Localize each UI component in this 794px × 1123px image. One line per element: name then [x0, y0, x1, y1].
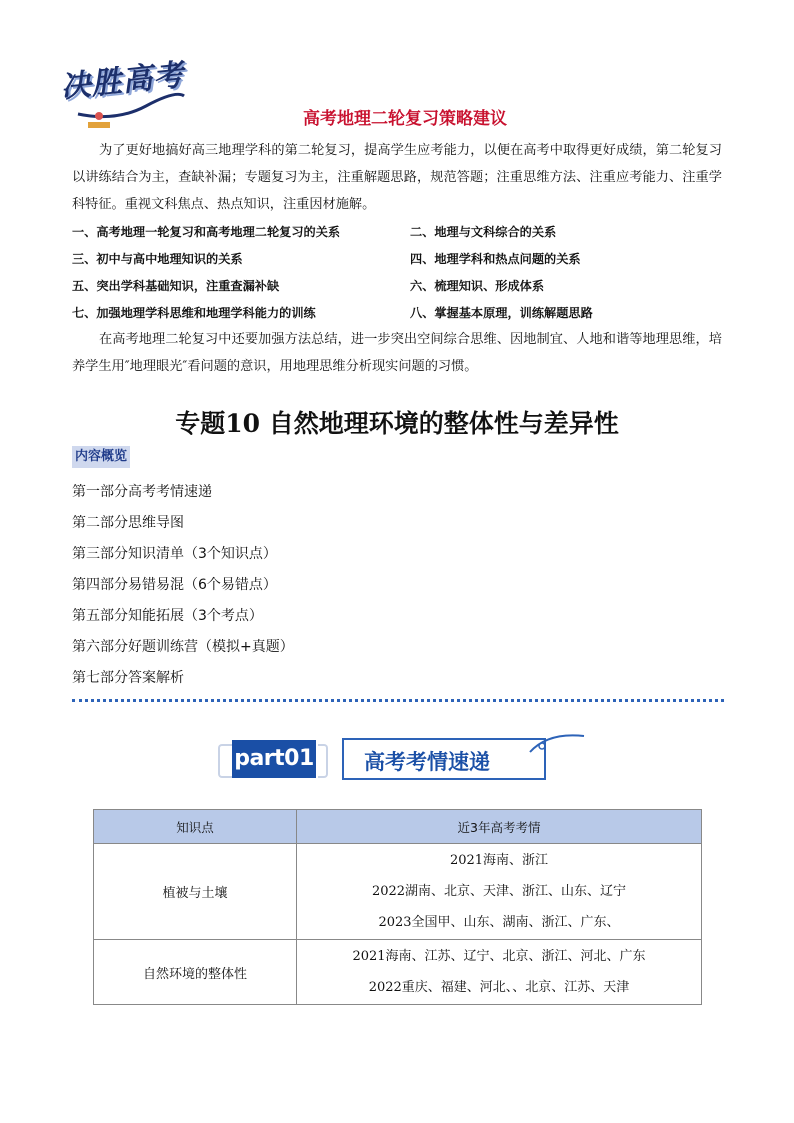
exam-line: 2021海南、浙江 [449, 853, 549, 868]
toc-item[interactable]: 第二部分思维导图 [72, 515, 184, 531]
exam-line: 2022重庆、福建、河北、、北京、江苏、天津 [368, 980, 630, 995]
bracket-right [318, 744, 328, 778]
table-header: 近3年高考考情 [297, 810, 702, 844]
logo-text: 决胜高考 [58, 57, 186, 106]
strategy-item: 六、梳理知识、形成体系 [410, 279, 545, 293]
table-cell-topic: 自然环境的整体性 [94, 940, 297, 1005]
outro-paragraph: 在高考地理二轮复习中还要加强方法总结，进一步突出空间综合思维、因地制宜、人地和谐等地理思维，培养学生用″地理眼光″看问题的意识，用地理思维分析现实问题的习惯。 [72, 332, 722, 374]
table-header-row [94, 810, 702, 844]
overview-label: 内容概览 [72, 446, 130, 468]
table-row [94, 844, 702, 940]
toc-item[interactable]: 第六部分好题训练营（模拟+真题） [72, 639, 294, 655]
dotted-divider [72, 699, 724, 702]
tag-curve-icon [528, 728, 588, 788]
toc-item[interactable]: 第五部分知能拓展（3个考点） [72, 608, 263, 624]
strategy-item: 二、地理与文科综合的关系 [410, 225, 557, 239]
part-label: part01 [232, 740, 316, 778]
strategy-item: 五、突出学科基础知识，注重查漏补缺 [72, 279, 280, 293]
strategy-item: 七、加强地理学科思维和地理学科能力的训练 [72, 306, 316, 320]
table-cell-exams [297, 844, 702, 940]
section-title: 高考考情速递 [364, 750, 490, 774]
table-header: 知识点 [94, 810, 297, 844]
strategy-item: 八、掌握基本原理，训练解题思路 [410, 306, 593, 320]
exam-line: 2021海南、江苏、辽宁、北京、浙江、河北、广东 [352, 949, 646, 964]
strategy-item: 三、初中与高中地理知识的关系 [72, 252, 243, 266]
bracket-left [218, 744, 232, 778]
table-cell-topic: 植被与土壤 [94, 844, 297, 940]
topic-title: 专题10 自然地理环境的整体性与差异性 [175, 409, 619, 438]
intro-paragraph: 为了更好地搞好高三地理学科的第二轮复习，提高学生应考能力，以便在高考中取得更好成绩，第二轮复习以讲练结合为主，查缺补漏；专题复习为主，注重解题思路，规范答题；注重思维方法、注重应考能力、注重学科特征。重视文科焦点、热点知识，注重因材施解。 [72, 143, 722, 212]
page-title: 高考地理二轮复习策略建议 [303, 109, 507, 129]
section-banner [218, 728, 588, 788]
strategy-item: 四、地理学科和热点问题的关系 [410, 252, 581, 266]
toc-item[interactable]: 第三部分知识清单（3个知识点） [72, 546, 277, 562]
toc-item[interactable]: 第四部分易错易混（6个易错点） [72, 577, 277, 593]
strategy-item: 一、高考地理一轮复习和高考地理二轮复习的关系 [72, 225, 341, 239]
toc-item[interactable]: 第七部分答案解析 [72, 670, 184, 686]
exam-line: 2022湖南、北京、天津、浙江、山东、辽宁 [371, 884, 627, 899]
toc-item[interactable]: 第一部分高考考情速递 [72, 484, 212, 500]
exam-table [93, 809, 702, 1005]
table-cell-exams [297, 940, 702, 1005]
table-row [94, 940, 702, 1005]
exam-line: 2023全国甲、山东、湖南、浙江、广东、 [378, 915, 620, 930]
